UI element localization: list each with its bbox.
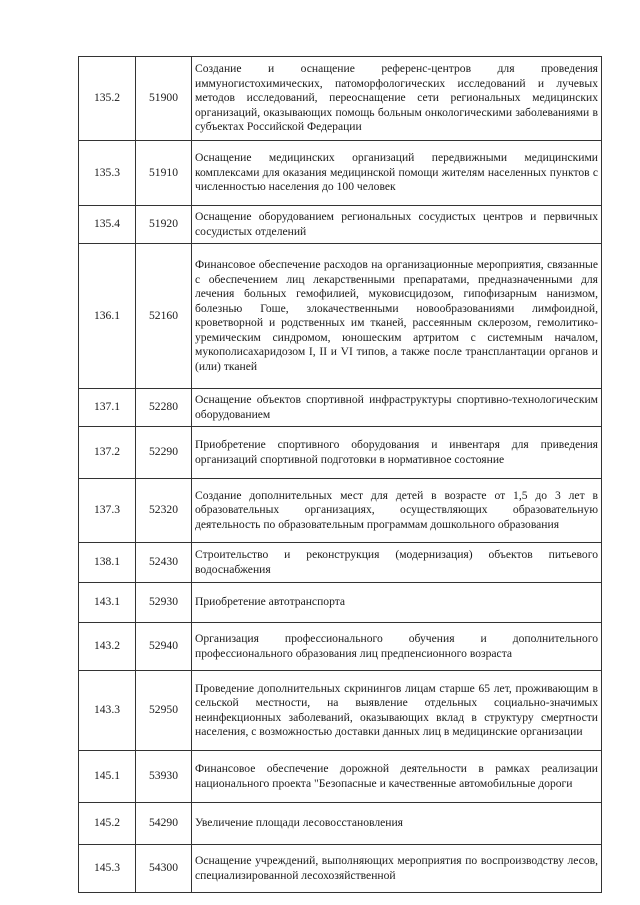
row-number: 145.2 [79,803,136,845]
expense-description: Организация профессионального обучения и дополнительного профессионального образования лиц предпенсионного возраста [192,623,602,671]
expense-description: Увеличение площади лесовосстановления [192,803,602,845]
row-number: 145.3 [79,845,136,893]
expense-code: 54290 [136,803,192,845]
expense-code: 54300 [136,845,192,893]
expense-code: 52320 [136,479,192,543]
row-number: 145.1 [79,751,136,803]
expense-description: Строительство и реконструкция (модернизация) объектов питьевого водоснабжения [192,543,602,583]
expense-description: Создание и оснащение референс-центров для проведения иммуногистохимических, патоморфологических исследований и лучевых методов исследований, переоснащение сети региональных медицинских организаций, оказывающих помощь больным онкологическими заболеваниями в субъектах Российской Федерации [192,57,602,141]
table-row [79,57,602,141]
row-number: 137.1 [79,389,136,427]
table-row [79,751,602,803]
expense-description: Создание дополнительных мест для детей в возрасте от 1,5 до 3 лет в образовательных организациях, осуществляющих образовательную деятельность по образовательным программам дошкольного образования [192,479,602,543]
expense-code: 52280 [136,389,192,427]
expense-description: Приобретение автотранспорта [192,583,602,623]
expense-code: 51910 [136,141,192,206]
row-number: 136.1 [79,244,136,389]
expense-code: 53930 [136,751,192,803]
expense-code: 52430 [136,543,192,583]
expense-description: Оснащение объектов спортивной инфраструктуры спортивно-технологическим оборудованием [192,389,602,427]
table-row [79,543,602,583]
table-row [79,427,602,479]
expense-code: 52930 [136,583,192,623]
table-row [79,479,602,543]
table-row [79,623,602,671]
expense-code: 52160 [136,244,192,389]
table-row [79,671,602,751]
expense-description: Приобретение спортивного оборудования и инвентаря для приведения организаций спортивной подготовки в нормативное состояние [192,427,602,479]
row-number: 143.3 [79,671,136,751]
expense-code: 52940 [136,623,192,671]
row-number: 137.2 [79,427,136,479]
row-number: 135.4 [79,206,136,244]
expense-description: Оснащение оборудованием региональных сосудистых центров и первичных сосудистых отделений [192,206,602,244]
table-row [79,206,602,244]
expense-description: Оснащение учреждений, выполняющих мероприятия по воспроизводству лесов, специализированной лесохозяйственной [192,845,602,893]
table-row [79,244,602,389]
expense-code: 51900 [136,57,192,141]
table-row [79,389,602,427]
row-number: 135.2 [79,57,136,141]
table-row [79,803,602,845]
expense-description: Проведение дополнительных скринингов лицам старше 65 лет, проживающим в сельской местности, на выявление отдельных социально-значимых неинфекционных заболеваний, оказывающих вклад в структуру смертности населения, с возможностью доставки данных лиц в медицинские организации [192,671,602,751]
expense-description: Финансовое обеспечение дорожной деятельности в рамках реализации национального проекта "Безопасные и качественные автомобильные дороги [192,751,602,803]
row-number: 137.3 [79,479,136,543]
row-number: 138.1 [79,543,136,583]
row-number: 143.2 [79,623,136,671]
expense-code: 51920 [136,206,192,244]
expense-description: Финансовое обеспечение расходов на организационные мероприятия, связанные с обеспечением лиц лекарственными препаратами, предназначенными для лечения больных гемофилией, муковисцидозом, гипофизарным нанизмом, болезнью Гоше, злокачественными новообразованиями лимфоидной, кроветворной и родственных им тканей, рассеянным склерозом, гемолитико-уремическим синдромом, юношеским артритом с системным началом, мукополисахаридозом I, II и VI типов, а также после трансплантации органов и (или) тканей [192,244,602,389]
row-number: 135.3 [79,141,136,206]
row-number: 143.1 [79,583,136,623]
table-row [79,583,602,623]
expense-description: Оснащение медицинских организаций передвижными медицинскими комплексами для оказания медицинской помощи жителям населенных пунктов с численностью населения до 100 человек [192,141,602,206]
expense-code: 52290 [136,427,192,479]
expense-code: 52950 [136,671,192,751]
table-row [79,141,602,206]
budget-items-table [78,56,602,893]
table-row [79,845,602,893]
